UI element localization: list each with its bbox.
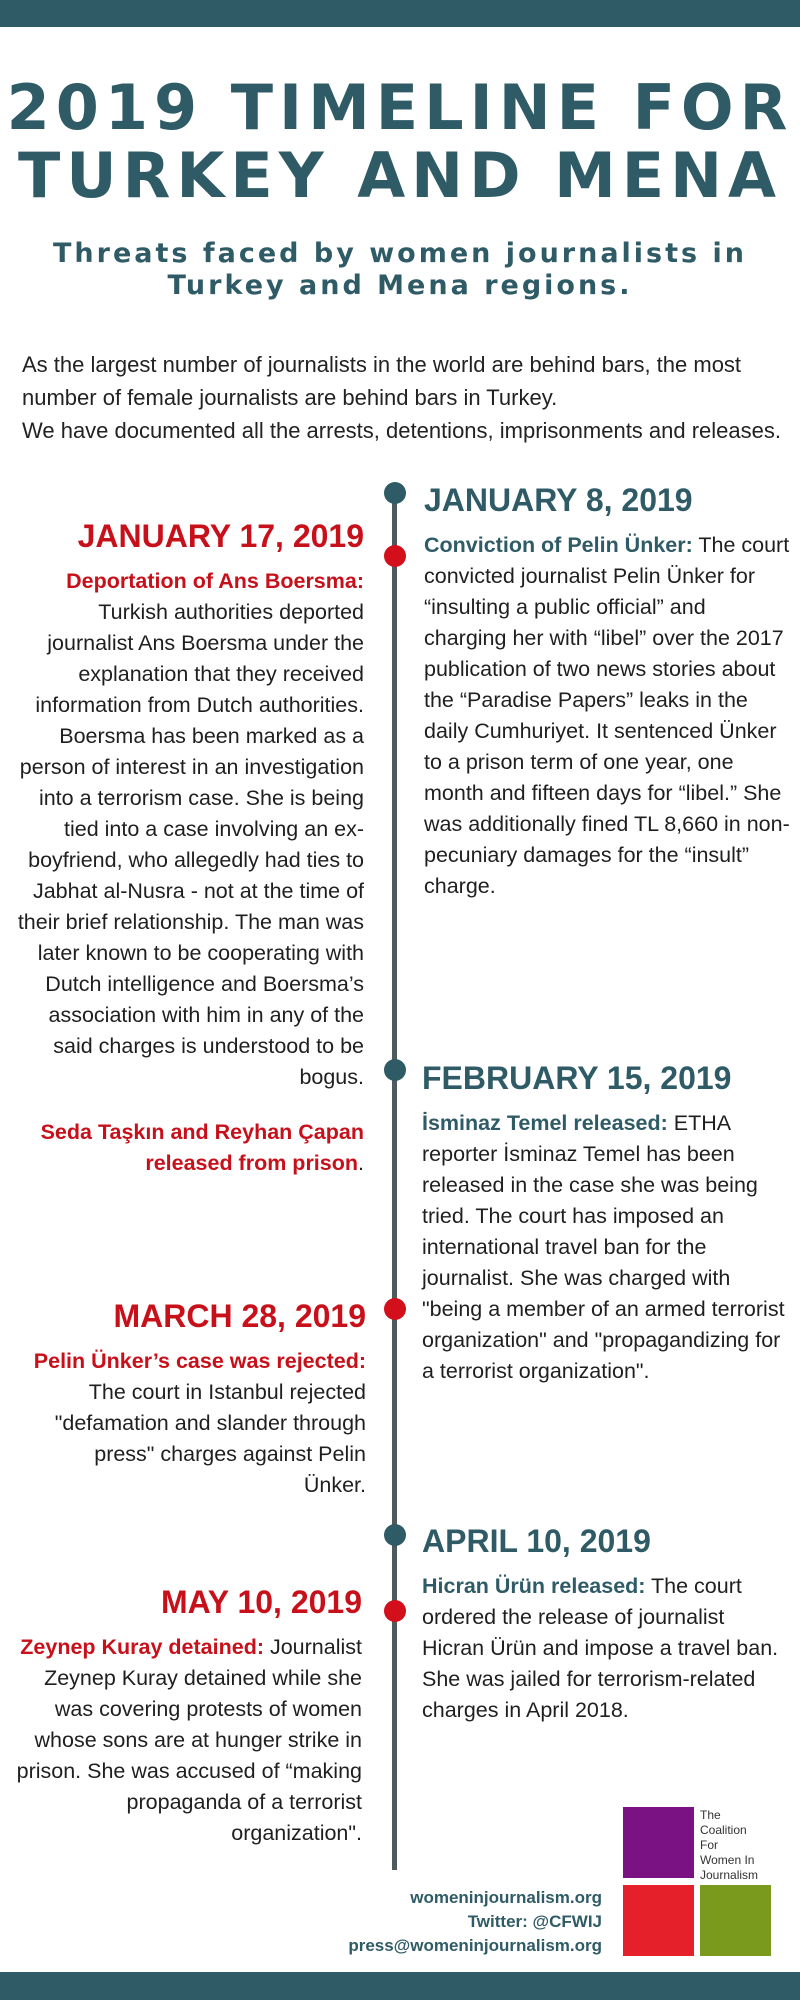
- entry-body: [14, 566, 364, 1093]
- timeline-entry-jan8: [424, 480, 790, 902]
- timeline-entry-may10: [4, 1582, 362, 1849]
- intro-text: [22, 348, 782, 447]
- entry-lead: Deportation of Ans Boersma:: [66, 569, 364, 593]
- entry-body: [4, 1632, 362, 1849]
- email-link[interactable]: press@womeninjournalism.org: [348, 1936, 602, 1955]
- entry-extra-end: .: [358, 1151, 364, 1175]
- logo-red-square: [623, 1885, 694, 1956]
- timeline-dot-jan8: [384, 482, 406, 504]
- title-line-1: 2019 TIMELINE FOR: [6, 71, 794, 144]
- timeline-entry-mar28: [28, 1296, 366, 1501]
- page-title: [0, 71, 800, 212]
- intro-paragraph-2: We have documented all the arrests, detentions, imprisonments and releases.: [22, 418, 781, 443]
- intro-paragraph-1: As the largest number of journalists in the world are behind bars, the most number of female journalists are behind bars in Turkey.: [22, 352, 742, 410]
- timeline-dot-mar28: [384, 1298, 406, 1320]
- logo-text-line: For: [700, 1838, 718, 1852]
- timeline-line: [392, 492, 397, 1870]
- entry-body: [422, 1108, 790, 1387]
- entry-text: Turkish authorities deported journalist Ans Boersma under the explanation that they received information from Dutch authorities. Boersma has been marked as a person of interest in an investigation into a terrorism case. She is being tied into a case involving an ex-boyfriend, who allegedly had ties to Jabhat al-Nusra - not at the time of their brief relationship. The man was later known to be cooperating with Dutch intelligence and Boersma’s association with him in any of the said charges is understood to be bogus.: [17, 600, 364, 1089]
- entry-lead: Hicran Ürün released:: [422, 1574, 646, 1598]
- logo-text-line: Journalism: [700, 1868, 759, 1882]
- logo-green-square: [700, 1885, 771, 1956]
- entry-date: MARCH 28, 2019: [113, 1298, 366, 1334]
- top-band: [0, 0, 800, 27]
- entry-text: Journalist Zeynep Kuray detained while she was covering protests of women whose sons are at hunger strike in prison. She was accused of “making propaganda of a terrorist organization".: [16, 1635, 362, 1845]
- title-line-2: TURKEY AND MENA: [17, 139, 783, 212]
- footer-contact: [250, 1886, 602, 1958]
- page-subtitle: Threats faced by women journalists in Turkey and Mena regions.: [53, 238, 747, 301]
- entry-body: [28, 1346, 366, 1501]
- twitter-handle[interactable]: Twitter: @CFWIJ: [467, 1912, 602, 1931]
- entry-text: ETHA reporter İsminaz Temel has been released in the case she was being tried. The court has imposed an international travel ban for the journalist. She was charged with "being a member of an armed terrorist organization" and "propagandizing for a terrorist organization".: [422, 1111, 785, 1383]
- logo-text-line: The: [700, 1808, 721, 1822]
- entry-body: [424, 530, 790, 902]
- timeline-dot-apr10: [384, 1524, 406, 1546]
- timeline-dot-jan17: [384, 545, 406, 567]
- entry-date: MAY 10, 2019: [160, 1584, 362, 1620]
- entry-extra-text: Seda Taşkın and Reyhan Çapan released from prison: [40, 1120, 364, 1175]
- timeline-dot-may10: [384, 1600, 406, 1622]
- entry-date: FEBRUARY 15, 2019: [422, 1060, 732, 1096]
- timeline-entry-apr10: [422, 1521, 790, 1726]
- logo-text-line: Coalition: [700, 1823, 747, 1837]
- entry-lead: Zeynep Kuray detained:: [20, 1635, 264, 1659]
- entry-lead: İsminaz Temel released:: [422, 1111, 668, 1135]
- entry-text: The court convicted journalist Pelin Ünker for “insulting a public official” and charging her with “libel” over the 2017 publication of two news stories about the “Paradise Papers” leaks in the daily Cumhuriyet. It sentenced Ünker to a prison term of one year, one month and fifteen days for “libel.” She was additionally fined TL 8,660 in non-pecuniary damages for the “insult” charge.: [424, 533, 790, 898]
- logo-text-line: Women In: [700, 1853, 755, 1867]
- entry-text: The court in Istanbul rejected "defamation and slander through press" charges against Pelin Ünker.: [54, 1380, 366, 1497]
- entry-lead: Conviction of Pelin Ünker:: [424, 533, 693, 557]
- timeline-dot-feb15: [384, 1059, 406, 1081]
- entry-lead: Pelin Ünker’s case was rejected:: [33, 1349, 366, 1373]
- timeline-entry-feb15: [422, 1058, 790, 1387]
- bottom-band: [0, 1972, 800, 2000]
- entry-text: The court ordered the release of journalist Hicran Ürün and impose a travel ban. She was jailed for terrorism-related charges in April 2018.: [422, 1574, 779, 1722]
- entry-extra: [14, 1117, 364, 1179]
- logo-purple-square: [623, 1807, 694, 1878]
- website-link[interactable]: womeninjournalism.org: [410, 1888, 602, 1907]
- entry-body: [422, 1571, 790, 1726]
- entry-date: APRIL 10, 2019: [422, 1523, 651, 1559]
- entry-date: JANUARY 8, 2019: [424, 482, 693, 518]
- timeline-entry-jan17: [14, 516, 364, 1179]
- entry-date: JANUARY 17, 2019: [77, 518, 364, 554]
- logo-text: [700, 1808, 795, 1883]
